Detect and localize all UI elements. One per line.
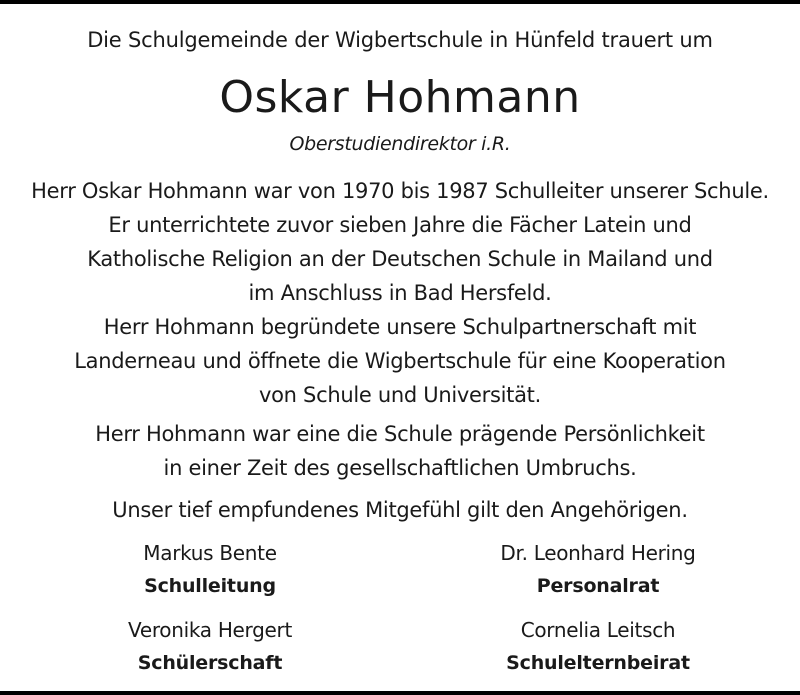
signatory-block bbox=[448, 618, 748, 674]
signatory-block bbox=[60, 618, 360, 674]
intro-line: Die Schulgemeinde der Wigbertschule in Hünfeld trauert um bbox=[87, 28, 713, 52]
body-line: Herr Oskar Hohmann war von 1970 bis 1987 Schulleiter unserer Schule. bbox=[31, 179, 769, 203]
signatory-role: Personalrat bbox=[536, 575, 660, 597]
deceased-title: Oberstudiendirektor i.R. bbox=[289, 133, 511, 155]
signatory-role: Schulleitung bbox=[144, 575, 276, 597]
body-line: Herr Hohmann war eine die Schule prägende Persönlichkeit bbox=[95, 422, 705, 446]
signatory-name: Dr. Leonhard Hering bbox=[500, 541, 696, 565]
body-line: von Schule und Universität. bbox=[259, 383, 541, 407]
signatory-role: Schülerschaft bbox=[137, 652, 283, 674]
signatory-name: Veronika Hergert bbox=[127, 618, 292, 642]
signatory-block bbox=[448, 541, 748, 597]
body-line: Er unterrichtete zuvor sieben Jahre die Fächer Latein und bbox=[108, 213, 692, 237]
body-line: im Anschluss in Bad Hersfeld. bbox=[248, 281, 552, 305]
body-line: Landerneau und öffnete die Wigbertschule für eine Kooperation bbox=[74, 349, 726, 373]
signatory-name: Markus Bente bbox=[143, 541, 277, 565]
body-line: Katholische Religion an der Deutschen Schule in Mailand und bbox=[87, 247, 713, 271]
signatory-block bbox=[60, 541, 360, 597]
body-line: Herr Hohmann begründete unsere Schulpartnerschaft mit bbox=[103, 315, 697, 339]
signatory-name: Cornelia Leitsch bbox=[520, 618, 676, 642]
body-paragraph-2 bbox=[0, 417, 800, 485]
deceased-name: Oskar Hohmann bbox=[219, 72, 581, 123]
body-paragraph-1 bbox=[0, 174, 800, 412]
signatory-role: Schulelternbeirat bbox=[506, 652, 690, 674]
condolence-line: Unser tief empfundenes Mitgefühl gilt den Angehörigen. bbox=[112, 498, 688, 522]
body-line: in einer Zeit des gesellschaftlichen Umbruchs. bbox=[163, 456, 637, 480]
